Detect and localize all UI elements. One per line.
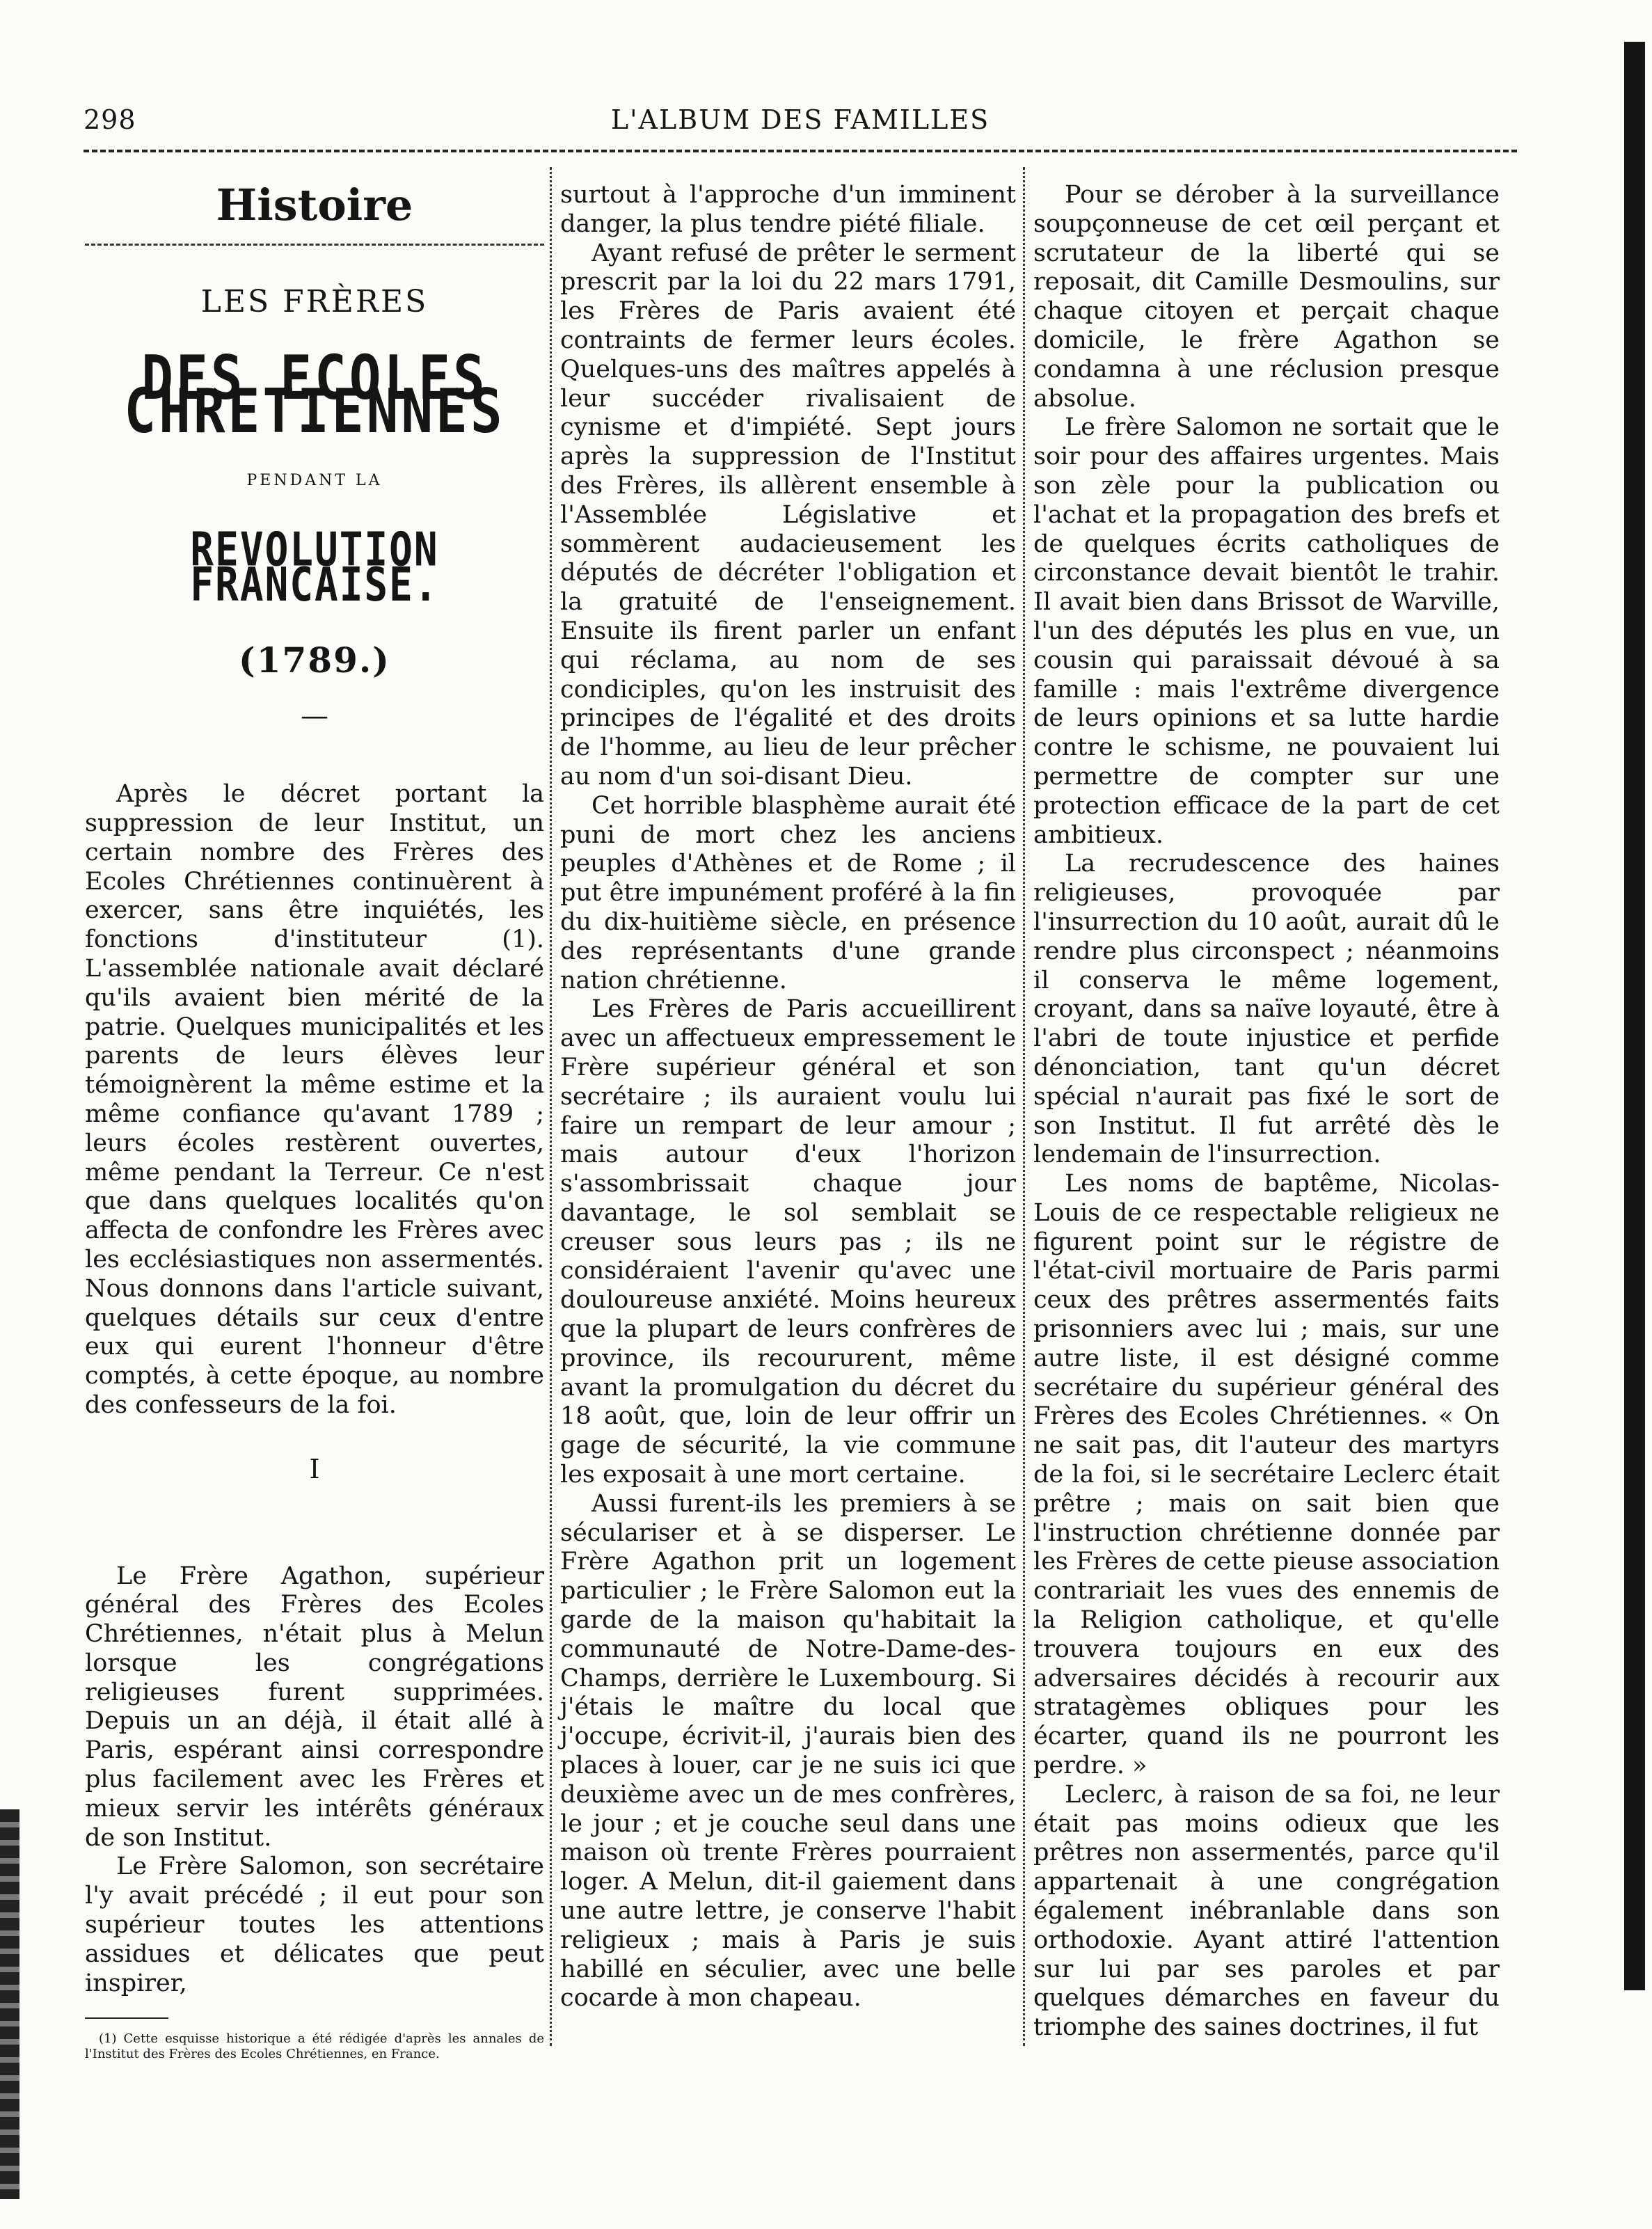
article-title-year: (1789.) xyxy=(239,639,390,681)
header-rule xyxy=(84,150,1517,152)
footnote-text: (1) Cette esquisse historique a été rédigée d'après les annales de l'Institut des Frères des Ecoles Chrétiennes, en France. xyxy=(85,2031,544,2062)
title-dash: — xyxy=(301,700,328,733)
running-header xyxy=(84,104,1517,146)
running-title: L'ALBUM DES FAMILLES xyxy=(610,104,990,135)
column-1 xyxy=(85,181,544,2062)
paragraph: Aussi furent-ils les premiers à se séculariser et à se disperser. Le Frère Agathon prit un logement particulier ; le Frère Salomon eut la garde de la maison qu'habitait la communauté de Notre-Dame-des-Champs, derrière le Luxembourg. Si j'étais le maître du local que j'occupe, écrivit-il, j'aurais bien des places à louer, car je ne suis ici que deuxième avec un de mes confrères, le jour ; et je couche seul dans une maison où trente Frères pourraient loger. A Melun, dit-il gaiement dans une autre lettre, je conserve l'habit religieux ; mais à Paris je suis habillé en séculier, avec une belle cocarde à mon chapeau. xyxy=(560,1489,1016,2013)
binding-edge xyxy=(0,1809,19,2199)
section-heading: Histoire xyxy=(216,180,413,230)
paragraph: Le frère Salomon ne sortait que le soir pour des affaires urgentes. Mais son zèle pour la publication ou l'achat et la propagation des brefs et de quelques écrits catholiques de circonstance devait bientôt le trahir. Il avait bien dans Brissot de Warville, l'un des députés les plus en vue, un cousin qui paraissait dévoué à sa famille : mais l'extrême divergence de leurs opinions et sa lutte hardie contre le schisme, ne pouvaient lui permettre de compter sur une protection efficace de la part de cet ambitieux. xyxy=(1033,413,1500,849)
paragraph: Leclerc, à raison de sa foi, ne leur était pas moins odieux que les prêtres non assermentés, parce qu'il appartenait à une congrégation également inébranlable dans son orthodoxie. Ayant attiré l'attention sur lui par ses paroles et par quelques démarches en faveur du triomphe des saines doctrines, il fut xyxy=(1033,1780,1500,2042)
column-divider-2 xyxy=(1023,167,1025,2046)
page-edge-shadow xyxy=(1624,42,1645,1990)
page-number: 298 xyxy=(84,104,136,135)
article-title-line-3: PENDANT LA xyxy=(246,472,383,490)
paragraph: La recrudescence des haines religieuses, provoquée par l'insurrection du 10 août, aurait dû le rendre plus circonspect ; néanmoins il conserva le même logement, croyant, dans sa naïve loyauté, être à l'abri de toute injustice et perfide dénonciation, tant qu'un décret spécial n'aurait pas fixé le sort de son Institut. Il fut arrêté dès le lendemain de l'insurrection. xyxy=(1033,850,1500,1169)
footnote xyxy=(85,2031,544,2062)
paragraph: Cet horrible blasphème aurait été puni de mort chez les anciens peuples d'Athènes et de Rome ; il put être impunément proféré à la fin du dix-huitième siècle, en présence des représentants d'une grande nation chrétienne. xyxy=(560,791,1016,994)
column-2 xyxy=(560,181,1016,2013)
paragraph: Les noms de baptême, Nicolas-Louis de ce respectable religieux ne figurent point sur le régistre de l'état-civil mortuaire de Paris parmi ceux des prêtres assermentés faits prisonniers avec lui ; mais, sur une autre liste, il est désigné comme secrétaire du supérieur général des Frères des Ecoles Chrétiennes. « On ne sait pas, dit l'auteur des martyrs de la foi, si le secrétaire Leclerc était prêtre ; mais on sait bien que l'instruction chrétienne donnée par les Frères de cette pieuse association contrariait les vues des ennemis de la Religion catholique, et qu'elle trouvera toujours en eux des adversaires décidés à recourir aux stratagèmes obliques pour les écarter, quand ils ne pourront les perdre. » xyxy=(1033,1170,1500,1780)
paragraph: surtout à l'approche d'un imminent danger, la plus tendre piété filiale. xyxy=(560,181,1016,238)
article-title-line-2: DES ECOLES CHRETIENNES xyxy=(124,341,505,447)
column-divider-1 xyxy=(550,167,552,2046)
paragraph: Pour se dérober à la surveillance soupçonneuse de cet œil perçant et scrutateur de la liberté qui se reposait, dit Camille Desmoulins, sur chaque citoyen et perçait chaque domicile, le frère Agathon se condamna à une réclusion presque absolue. xyxy=(1033,181,1500,413)
chapter-numeral: I xyxy=(309,1453,320,1484)
paragraph: Ayant refusé de prêter le serment prescrit par la loi du 22 mars 1791, les Frères de Paris avaient été contraints de fermer leurs écoles. Quelques-uns des maîtres appelés à leur succéder rivalisaient de cynisme et d'impiété. Sept jours après la suppression de l'Institut des Frères, ils allèrent ensemble à l'Assemblée Législative et sommèrent audacieusement les députés de décréter l'obligation et la gratuité de l'enseignement. Ensuite ils firent parler un enfant qui réclama, au nom de ses condiciples, qu'on les instruisit des principes de l'égalité et des droits de l'homme, au lieu de leur prêcher au nom d'un soi-disant Dieu. xyxy=(560,239,1016,791)
article-title-line-4: REVOLUTION FRANCAISE. xyxy=(190,523,439,612)
paragraph: Après le décret portant la suppression de leur Institut, un certain nombre des Frères des Ecoles Chrétiennes continuèrent à exercer, sans être inquiétés, les fonctions d'instituteur (1). L'assemblée nationale avait déclaré qu'ils avaient bien mérité de la patrie. Quelques municipalités et les parents de leurs élèves leur témoignèrent la même estime et la même confiance qu'avant 1789 ; leurs écoles restèrent ouvertes, même pendant la Terreur. Ce n'est que dans quelques localités qu'on affecta de confondre les Frères avec les ecclésiastiques non assermentés. Nous donnons dans l'article suivant, quelques détails sur ceux d'entre eux qui eurent l'honneur d'être comptés, à cette époque, au nombre des confesseurs de la foi. xyxy=(85,780,544,1419)
column-3 xyxy=(1033,181,1500,2042)
footnote-rule xyxy=(85,2017,168,2019)
ornament-rule xyxy=(85,244,544,246)
article-title-line-1: LES FRÈRES xyxy=(200,283,429,319)
paragraph: Le Frère Agathon, supérieur général des Frères des Ecoles Chrétiennes, n'était plus à Melun lorsque les congrégations religieuses furent supprimées. Depuis un an déjà, il était allé à Paris, espérant ainsi correspondre plus facilement avec les Frères et mieux servir les intérêts généraux de son Institut. xyxy=(85,1562,544,1852)
paragraph: Le Frère Salomon, son secrétaire l'y avait précédé ; il eut pour son supérieur toutes les attentions assidues et délicates que peut inspirer, xyxy=(85,1853,544,1997)
paragraph: Les Frères de Paris accueillirent avec un affectueux empressement le Frère supérieur général et son secrétaire ; ils auraient voulu lui faire un rempart de leur amour ; mais autour d'eux l'horizon s'assombrissait chaque jour davantage, le sol semblait se creuser sous leurs pas ; ils ne considéraient l'avenir qu'avec une douloureuse anxiété. Moins heureux que la plupart de leurs confrères de province, ils recoururent, même avant la promulgation du décret du 18 août, que, loin de leur offrir un gage de sécurité, la vie commune les exposait à une mort certaine. xyxy=(560,995,1016,1489)
